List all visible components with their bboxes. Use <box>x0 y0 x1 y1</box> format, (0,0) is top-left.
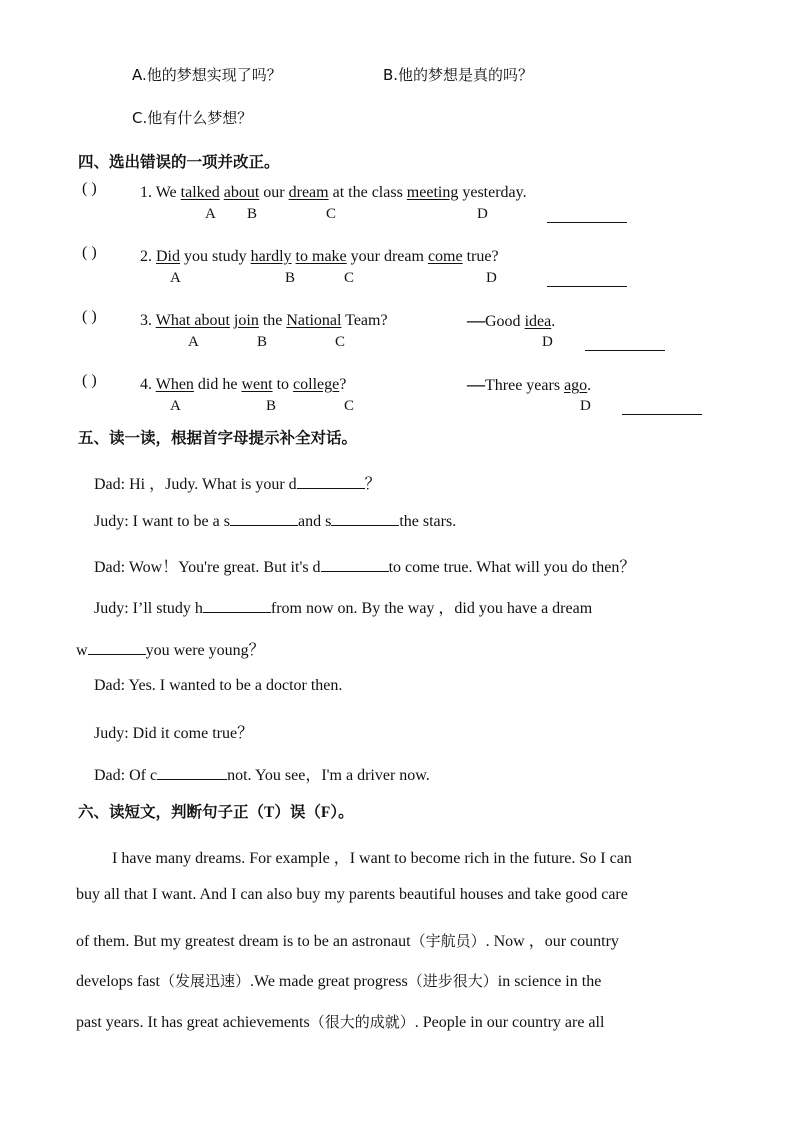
section6-title: 六、读短文，判断句子正（T）误（F）。 <box>78 803 354 821</box>
fill-blank[interactable] <box>331 511 399 526</box>
fill-blank[interactable] <box>157 765 227 780</box>
fill-blank[interactable] <box>230 511 298 526</box>
option-c-word: to make <box>295 248 347 265</box>
option-a-word: talked <box>180 184 220 201</box>
fill-blank[interactable] <box>88 640 146 655</box>
dialogue-line-1: Dad: Hi ，Judy. What is your d ？ <box>94 476 381 493</box>
letter-a: A <box>188 334 199 350</box>
option-b-word: join <box>233 312 259 329</box>
reply-dash: — <box>467 310 485 330</box>
reply-dash: — <box>467 374 485 394</box>
passage-line-5: past years. It has great achievements（很大的成就）. People in our country are all <box>76 1013 605 1031</box>
option-a: A.他的梦想实现了吗？ <box>132 66 282 84</box>
correction-blank[interactable] <box>622 414 702 415</box>
answer-paren[interactable]: ( ) <box>82 308 97 325</box>
letter-c: C <box>335 334 346 350</box>
letter-c: C <box>344 270 355 286</box>
answer-paren[interactable]: ( ) <box>82 372 97 389</box>
letter-c: C <box>326 206 337 222</box>
option-d-word: come <box>427 248 463 265</box>
fill-blank[interactable] <box>203 598 271 613</box>
option-c: C.他有什么梦想？ <box>132 109 253 127</box>
dialogue-line-2: Judy: I want to be a s and s the stars. <box>94 513 457 530</box>
answer-paren[interactable]: ( ) <box>82 244 97 261</box>
gloss: （很大的成就） <box>309 1013 415 1031</box>
option-a-word: What about <box>155 312 230 329</box>
dialogue-line-6: Dad: Yes. I wanted to be a doctor then. <box>94 677 343 694</box>
option-b-word: went <box>241 376 273 393</box>
correction-blank[interactable] <box>547 286 627 287</box>
question-sentence: 4. When did he went to college? <box>140 376 347 393</box>
letter-d: D <box>542 334 553 350</box>
option-d-word: ago <box>564 377 588 394</box>
question-sentence: 1. We talked about our dream at the class meeting yesterday. <box>140 184 527 201</box>
letter-a: A <box>170 398 181 414</box>
letter-c: C <box>344 398 355 414</box>
gloss: （宇航员） <box>410 932 486 950</box>
passage-line-2: buy all that I want. And I can also buy my parents beautiful houses and take good care <box>76 886 628 903</box>
option-c-word: National <box>286 312 342 329</box>
dialogue-line-8: Dad: Of c not. You see，I'm a driver now. <box>94 767 430 784</box>
reply-sentence: —Three years ago. <box>467 374 592 394</box>
section5-title: 五、读一读，根据首字母提示补全对话。 <box>78 429 358 447</box>
letter-d: D <box>477 206 488 222</box>
dialogue-line-5: w you were young？ <box>76 642 265 659</box>
answer-paren[interactable]: ( ) <box>82 180 97 197</box>
section4-title: 四、选出错误的一项并改正。 <box>78 153 280 171</box>
letter-b: B <box>266 398 277 414</box>
question-sentence: 2. Did you study hardly to make your dream come true? <box>140 248 499 265</box>
dialogue-line-3: Dad: Wow！You're great. But it's d to come true. What will you do then？ <box>94 559 636 576</box>
fill-blank[interactable] <box>297 474 365 489</box>
option-b-word: about <box>223 184 260 201</box>
letter-b: B <box>257 334 268 350</box>
correction-blank[interactable] <box>547 222 627 223</box>
letter-b: B <box>285 270 296 286</box>
reply-sentence: —Good idea. <box>467 310 556 330</box>
option-b: B.他的梦想是真的吗？ <box>383 66 534 84</box>
dialogue-line-4: Judy: I’ll study h from now on. By the way ，did you have a dream <box>94 600 593 617</box>
letter-d: D <box>580 398 591 414</box>
option-a-word: Did <box>156 248 180 265</box>
option-b-word: hardly <box>250 248 292 265</box>
letter-d: D <box>486 270 497 286</box>
passage-line-3: of them. But my greatest dream is to be an astronaut（宇航员）. Now ，our country <box>76 932 619 950</box>
option-c-word: dream <box>288 184 329 201</box>
option-d-word: meeting <box>406 184 459 201</box>
correction-blank[interactable] <box>585 350 665 351</box>
letter-a: A <box>170 270 181 286</box>
letter-b: B <box>247 206 258 222</box>
passage-line-1: I have many dreams. For example ，I want to become rich in the future. So I can <box>112 850 632 867</box>
gloss: （发展迅速） <box>159 972 250 990</box>
passage-line-4: develops fast（发展迅速）.We made great progress（进步很大）in science in the <box>76 972 602 990</box>
option-c-word: college <box>293 376 340 393</box>
question-sentence: 3. What about join the National Team? <box>140 312 388 329</box>
letter-a: A <box>205 206 216 222</box>
dialogue-line-7: Judy: Did it come true？ <box>94 725 254 742</box>
option-d-word: idea <box>524 313 552 330</box>
option-a-word: When <box>155 376 194 393</box>
gloss: （进步很大） <box>407 972 498 990</box>
fill-blank[interactable] <box>321 557 389 572</box>
